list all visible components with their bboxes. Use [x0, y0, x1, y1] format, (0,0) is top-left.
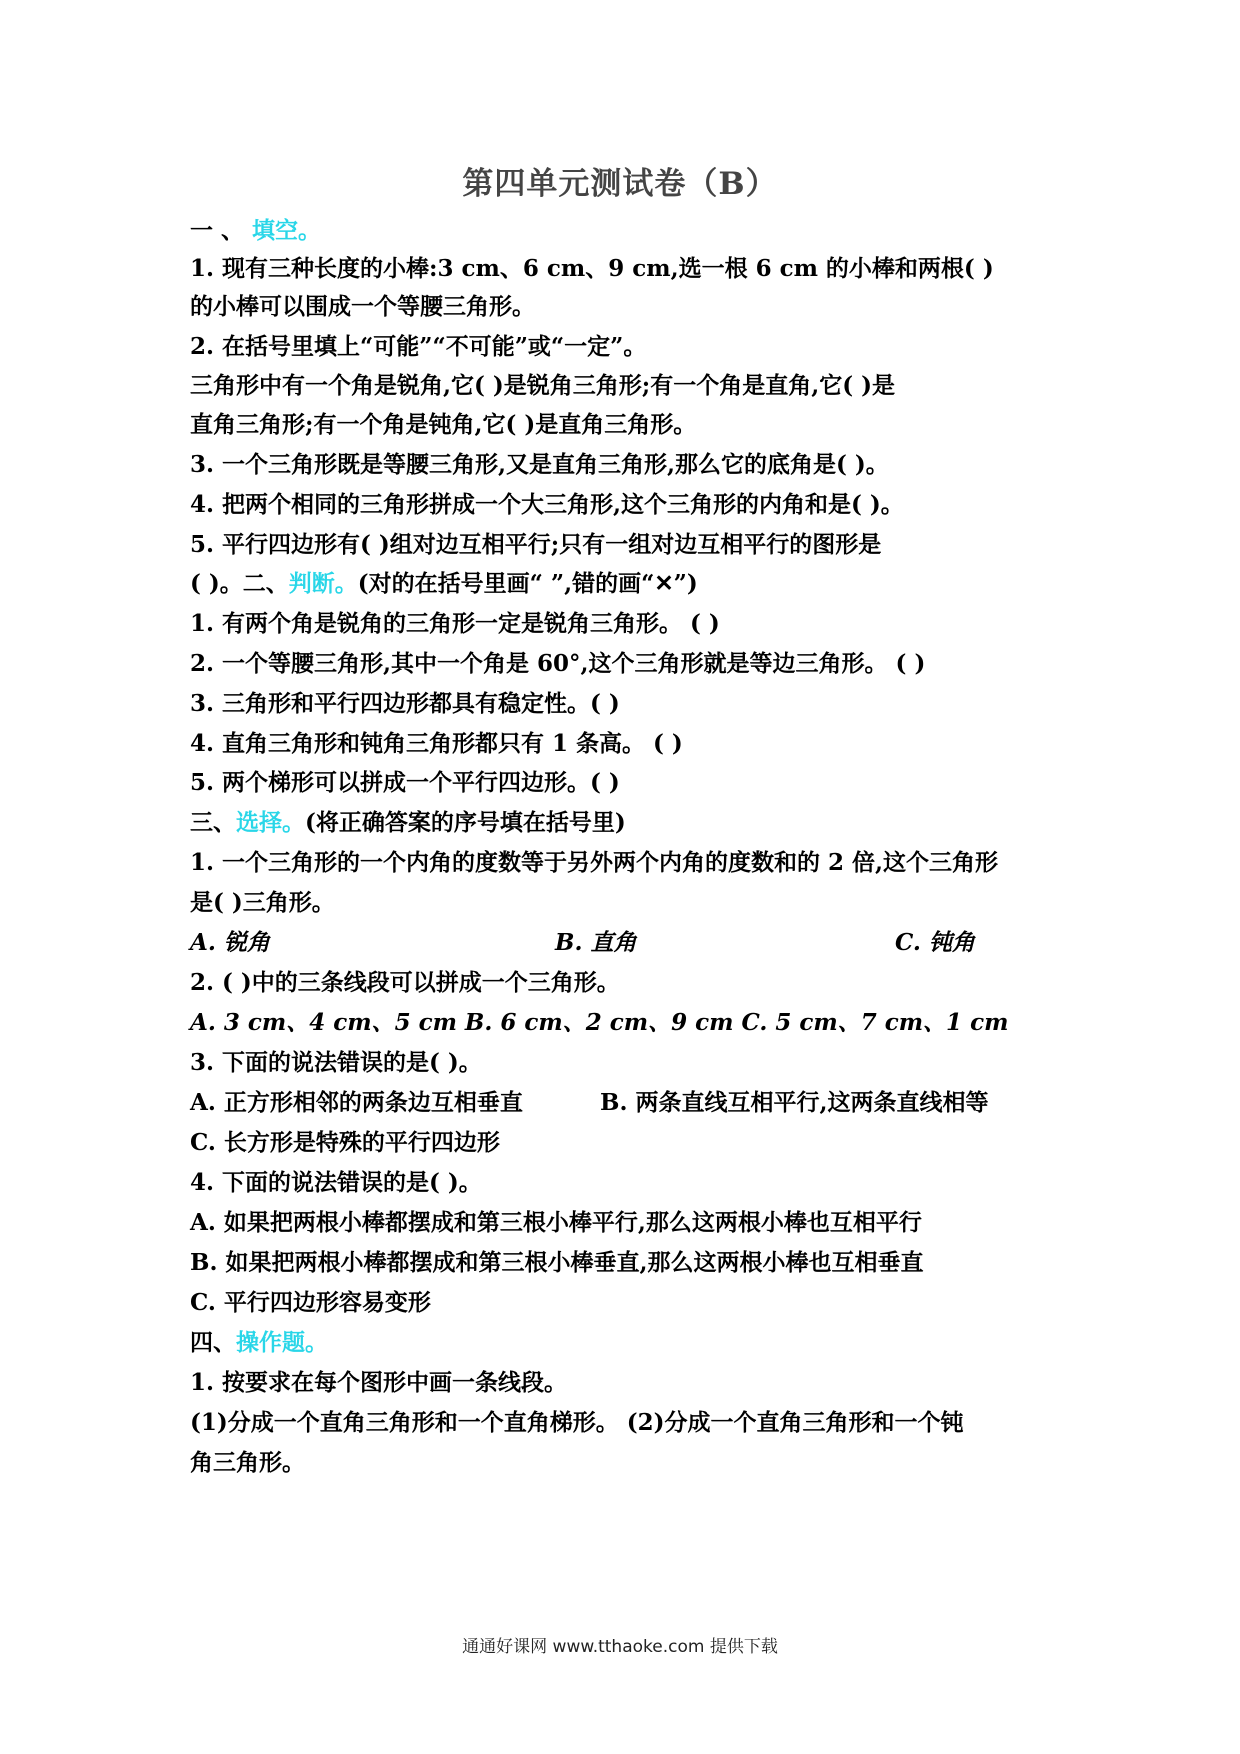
- section-4-heading: [190, 1326, 1070, 1360]
- section-4-name: 操作题。: [236, 1329, 328, 1356]
- operate-q1: 1. 按要求在每个图形中画一条线段。: [190, 1369, 568, 1396]
- choice-q1-line1: 1. 一个三角形的一个内角的度数等于另外两个内角的度数和的 2 倍,这个三角形: [190, 849, 999, 876]
- section-2-name: 判断。: [288, 570, 358, 597]
- section-3-name: 选择。: [236, 809, 305, 836]
- page-footer: 通通好课网 www.tthaoke.com 提供下载: [462, 1637, 778, 1657]
- judge-q2: 2. 一个等腰三角形,其中一个角是 60°,这个三角形就是等边三角形。 ( ): [190, 650, 926, 677]
- judge-q3: 3. 三角形和平行四边形都具有稳定性。( ): [190, 690, 620, 717]
- choice-q1-option-b: B. 直角: [555, 929, 637, 956]
- fill-q3: 3. 一个三角形既是等腰三角形,又是直角三角形,那么它的底角是( )。: [190, 451, 889, 478]
- choice-q1-option-a: A. 锐角: [190, 929, 270, 956]
- section-3-prefix: 三、: [190, 809, 236, 836]
- section-2-instruction: (对的在括号里画“ ”,错的画“✕”): [357, 570, 698, 597]
- choice-q3-option-b: B. 两条直线互相平行,这两条直线相等: [600, 1089, 989, 1116]
- operate-q1-sub2: 角三角形。: [190, 1449, 305, 1476]
- choice-q3-option-a: A. 正方形相邻的两条边互相垂直: [190, 1089, 523, 1116]
- choice-q2: 2. ( )中的三条线段可以拼成一个三角形。: [190, 969, 620, 996]
- choice-q1-line2: 是( )三角形。: [190, 889, 335, 916]
- operate-q1-sub1: (1)分成一个直角三角形和一个直角梯形。 (2)分成一个直角三角形和一个钝: [190, 1409, 964, 1436]
- fill-q1-line1: 1. 现有三种长度的小棒:3 cm、6 cm、9 cm,选一根 6 cm 的小棒和两根( ): [190, 255, 994, 282]
- section-2-heading: [190, 567, 1070, 601]
- choice-q1-options: [190, 926, 1070, 960]
- choice-q4: 4. 下面的说法错误的是( )。: [190, 1169, 482, 1196]
- page-title: 第四单元测试卷（B）: [462, 166, 778, 202]
- judge-q5: 5. 两个梯形可以拼成一个平行四边形。( ): [190, 769, 620, 796]
- section-1-name: 填空。: [252, 217, 322, 244]
- fill-q2-line3: 直角三角形;有一个角是钝角,它( )是直角三角形。: [190, 411, 697, 438]
- fill-q5-line2: ( )。: [190, 570, 243, 597]
- fill-q4: 4. 把两个相同的三角形拼成一个大三角形,这个三角形的内角和是( )。: [190, 491, 904, 518]
- section-3-instruction: (将正确答案的序号填在括号里): [305, 809, 626, 836]
- section-4-prefix: 四、: [190, 1329, 236, 1356]
- choice-q2-options: A. 3 cm、4 cm、5 cm B. 6 cm、2 cm、9 cm C. 5 cm、7 cm、1 cm: [190, 1009, 1009, 1036]
- choice-q3-option-c: C. 长方形是特殊的平行四边形: [190, 1129, 500, 1156]
- section-3-heading: [190, 806, 1070, 840]
- section-2-prefix: 二、: [242, 570, 289, 597]
- choice-q4-option-a: A. 如果把两根小棒都摆成和第三根小棒平行,那么这两根小棒也互相平行: [190, 1209, 922, 1236]
- fill-q5-line1: 5. 平行四边形有( )组对边互相平行;只有一组对边互相平行的图形是: [190, 531, 882, 558]
- fill-q2-line1: 2. 在括号里填上“可能”“不可能”或“一定”。: [190, 333, 647, 360]
- choice-q4-option-b: B. 如果把两根小棒都摆成和第三根小棒垂直,那么这两根小棒也互相垂直: [190, 1249, 924, 1276]
- choice-q3: 3. 下面的说法错误的是( )。: [190, 1049, 482, 1076]
- fill-q2-line2: 三角形中有一个角是锐角,它( )是锐角三角形;有一个角是直角,它( )是: [190, 372, 896, 399]
- choice-q1-option-c: C. 钝角: [895, 929, 975, 956]
- section-1-prefix: 一 、: [190, 217, 245, 244]
- choice-q3-options-ab: [190, 1086, 1070, 1120]
- fill-q1-line2: 的小棒可以围成一个等腰三角形。: [190, 293, 535, 320]
- section-1-heading: [190, 214, 1070, 248]
- judge-q1: 1. 有两个角是锐角的三角形一定是锐角三角形。 ( ): [190, 610, 720, 637]
- judge-q4: 4. 直角三角形和钝角三角形都只有 1 条高。 ( ): [190, 730, 683, 757]
- choice-q4-option-c: C. 平行四边形容易变形: [190, 1289, 431, 1316]
